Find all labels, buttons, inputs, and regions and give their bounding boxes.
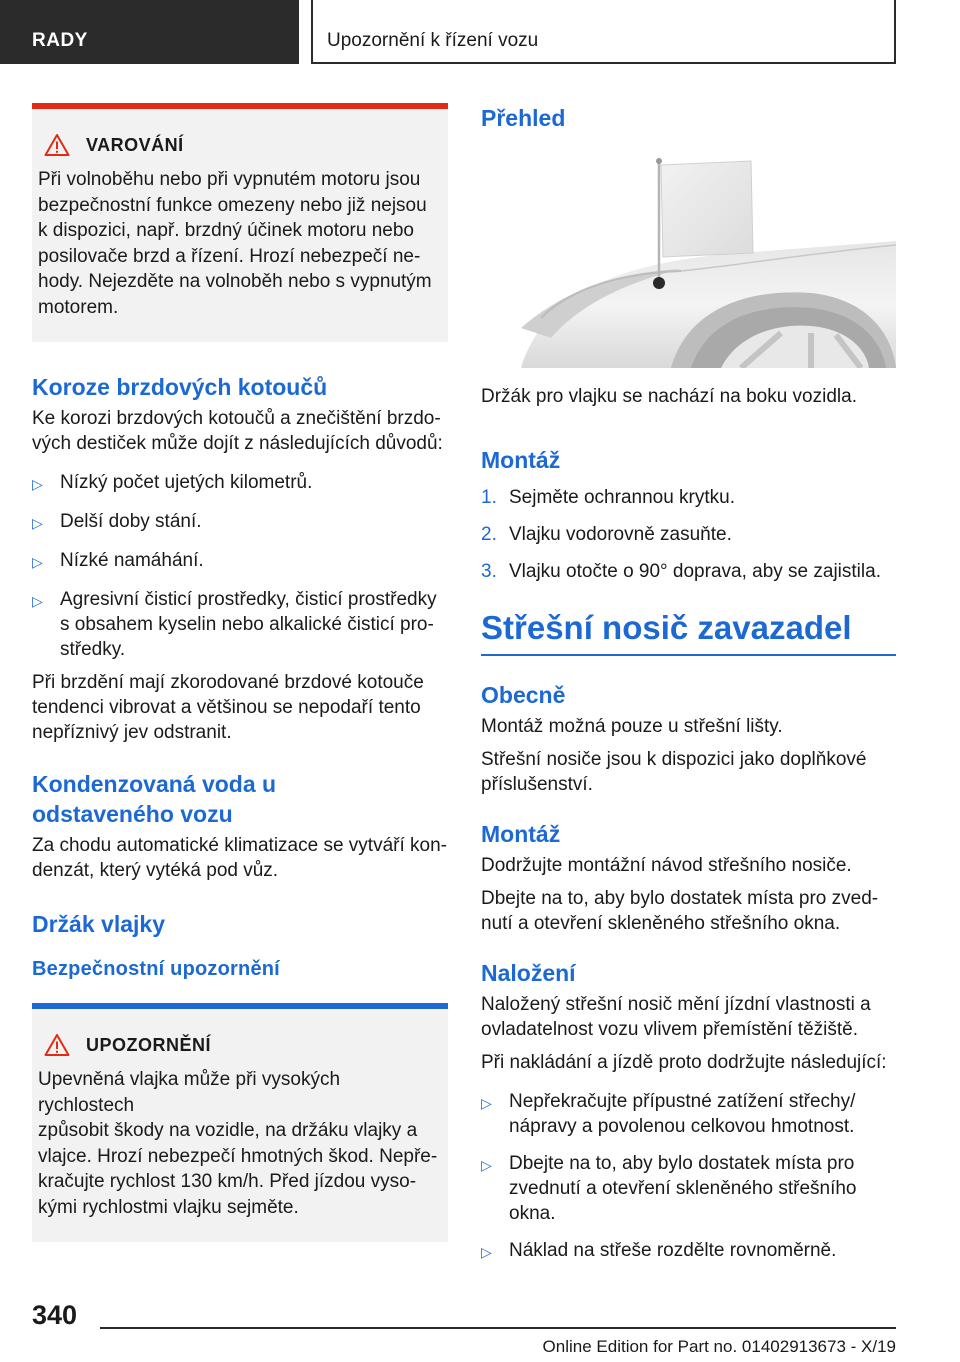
list-item-text	[509, 1089, 855, 1139]
warning-line: motorem.	[38, 296, 119, 318]
list-item	[481, 522, 896, 547]
roof-mounting-heading: Montáž	[481, 821, 561, 847]
roof-rack-heading: Střešní nosič zavazadel	[481, 608, 896, 656]
general-text-1: Montáž možná pouze u střešní lišty.	[481, 716, 783, 737]
step-text: Sejměte ochrannou krytku.	[509, 487, 736, 508]
list-item-line: okna.	[509, 1203, 556, 1224]
warning-line: bezpečnostní funkce omezeny nebo již nejsou	[38, 194, 427, 216]
warning-text	[38, 167, 438, 320]
header-chapter-tab	[311, 0, 896, 64]
list-item-line: Nepřekračujte přípustné zatížení střechy/	[509, 1091, 856, 1112]
triangle-right-icon: ▷	[481, 1157, 492, 1173]
corrosion-intro-line: vých destiček může dojít z následujících důvodů:	[32, 433, 443, 454]
list-item-text	[509, 1151, 857, 1226]
warning-triangle-icon	[44, 133, 70, 157]
list-item	[32, 509, 448, 536]
loading-text-1	[481, 992, 896, 1042]
condensate-heading-line: Kondenzovaná voda u	[32, 771, 277, 797]
left-column	[32, 103, 448, 1242]
list-item	[32, 548, 448, 575]
list-item-line: Agresivní čisticí prostředky, čisticí prostředky	[60, 589, 437, 610]
list-item	[481, 1238, 896, 1265]
caution-line: způsobit škody na vozidle, na držáku vlajky a	[38, 1120, 418, 1141]
overview-caption: Držák pro vlajku se nachází na boku vozidla.	[481, 386, 857, 407]
general-text-2	[481, 747, 896, 797]
roof-mounting-text-1: Dodržujte montážní návod střešního nosiče.	[481, 855, 852, 876]
list-item	[481, 559, 896, 584]
corrosion-outro-line: Při brzdění mají zkorodované brzdové kotouče	[32, 672, 424, 693]
general-line: příslušenství.	[481, 774, 593, 795]
caution-box	[32, 1003, 448, 1242]
list-item-line: středky.	[60, 639, 126, 660]
step-number: 2.	[481, 524, 497, 545]
caution-line: Upevněná vlajka může při vysokých rychlostech	[38, 1069, 341, 1116]
step-number: 3.	[481, 561, 497, 582]
list-item	[32, 470, 448, 497]
corrosion-intro-line: Ke korozi brzdových kotoučů a znečištění brzdo-	[32, 408, 441, 429]
list-item-text: Nízký počet ujetých kilometrů.	[60, 472, 313, 493]
list-item	[481, 485, 896, 510]
list-item-line: Dbejte na to, aby bylo dostatek místa pro	[509, 1153, 855, 1174]
warning-title: VAROVÁNÍ	[86, 134, 184, 155]
condensate-line: denzát, který vytéká pod vůz.	[32, 860, 279, 881]
caution-title: UPOZORNĚNÍ	[86, 1034, 212, 1055]
corrosion-outro-line: nepříznivý jev odstranit.	[32, 722, 232, 743]
list-item	[481, 1151, 896, 1226]
warning-line: Při volnoběhu nebo při vypnutém motoru jsou	[38, 169, 421, 190]
warning-line: k dispozici, např. brzdný účinek motoru nebo	[38, 220, 414, 241]
flag-heading: Držák vlajky	[32, 911, 165, 937]
right-column	[481, 103, 896, 1277]
list-item-line: zvednutí a otevření skleněného střešního	[509, 1178, 857, 1199]
footer-divider	[100, 1327, 896, 1329]
caution-line: kračujte rychlost 130 km/h. Před jízdou vyso-	[38, 1171, 417, 1192]
corrosion-outro	[32, 670, 448, 745]
triangle-right-icon: ▷	[32, 593, 43, 609]
corrosion-outro-line: tendenci vibrovat a většinou se nepodaří tento	[32, 697, 421, 718]
list-item-line: nápravy a povolenou celkovou hmotnost.	[509, 1116, 855, 1137]
corrosion-heading: Koroze brzdových kotoučů	[32, 374, 328, 400]
caution-box-header	[38, 1033, 438, 1057]
triangle-right-icon: ▷	[481, 1095, 492, 1111]
warning-triangle-icon	[44, 1033, 70, 1057]
general-line: Střešní nosiče jsou k dispozici jako doplňkové	[481, 749, 867, 770]
footer-edition: Online Edition for Part no. 01402913673 - X/19	[542, 1337, 896, 1356]
caution-line: vlajce. Hrozí nebezpečí hmotných škod. Nepře-	[38, 1145, 438, 1167]
condensate-line: Za chodu automatické klimatizace se vytváří kon-	[32, 835, 448, 856]
loading-text-2: Při nakládání a jízdě proto dodržujte následující:	[481, 1052, 887, 1073]
page-number: 340	[32, 1300, 78, 1330]
list-item	[32, 587, 448, 662]
loading-heading: Naložení	[481, 960, 576, 986]
loading-line: ovladatelnost vozu vlivem přemístění těžiště.	[481, 1019, 859, 1040]
header-section-tab	[0, 0, 299, 64]
warning-line: hody. Nejezděte na volnoběh nebo s vypnutým	[38, 271, 432, 292]
list-item-text: Náklad na střeše rozdělte rovnoměrně.	[509, 1240, 837, 1261]
triangle-right-icon: ▷	[481, 1244, 492, 1260]
triangle-right-icon: ▷	[32, 476, 43, 492]
caution-line: kými rychlostmi vlajku sejměte.	[38, 1196, 299, 1218]
warning-line: posilovače brzd a řízení. Hrozí nebezpečí ne-	[38, 245, 421, 267]
step-number: 1.	[481, 487, 497, 508]
roof-mounting-text-2	[481, 886, 896, 936]
mounting-heading: Montáž	[481, 447, 561, 473]
roof-mounting-line: Dbejte na to, aby bylo dostatek místa pro zved-	[481, 888, 879, 909]
header-chapter-label: Upozornění k řízení vozu	[327, 30, 539, 51]
list-item-text: Nízké namáhání.	[60, 550, 204, 571]
warning-box-header	[38, 133, 438, 157]
condensate-text	[32, 833, 448, 883]
condensate-heading-line: odstaveného vozu	[32, 801, 233, 827]
caution-text	[38, 1067, 438, 1220]
list-item	[481, 1089, 896, 1139]
loading-line: Naložený střešní nosič mění jízdní vlastnosti a	[481, 994, 871, 1015]
triangle-right-icon: ▷	[32, 515, 43, 531]
flag-subheading: Bezpečnostní upozornění	[32, 958, 280, 980]
warning-box	[32, 103, 448, 342]
condensate-heading	[32, 769, 448, 829]
step-text: Vlajku otočte o 90° doprava, aby se zajistila.	[509, 561, 881, 582]
header-section-label: RADY	[32, 30, 88, 51]
corrosion-intro	[32, 406, 448, 456]
roof-mounting-line: nutí a otevření skleněného střešního okna.	[481, 913, 841, 934]
list-item-text	[60, 587, 437, 662]
list-item-text: Delší doby stání.	[60, 511, 202, 532]
list-item-line: s obsahem kyselin nebo alkalické čisticí pro-	[60, 614, 434, 635]
car-flag-holder-illustration	[481, 153, 896, 368]
triangle-right-icon: ▷	[32, 554, 43, 570]
step-text: Vlajku vodorovně zasuňte.	[509, 524, 732, 545]
general-heading: Obecně	[481, 682, 566, 708]
car-fender-image	[481, 153, 896, 368]
overview-heading: Přehled	[481, 105, 566, 131]
